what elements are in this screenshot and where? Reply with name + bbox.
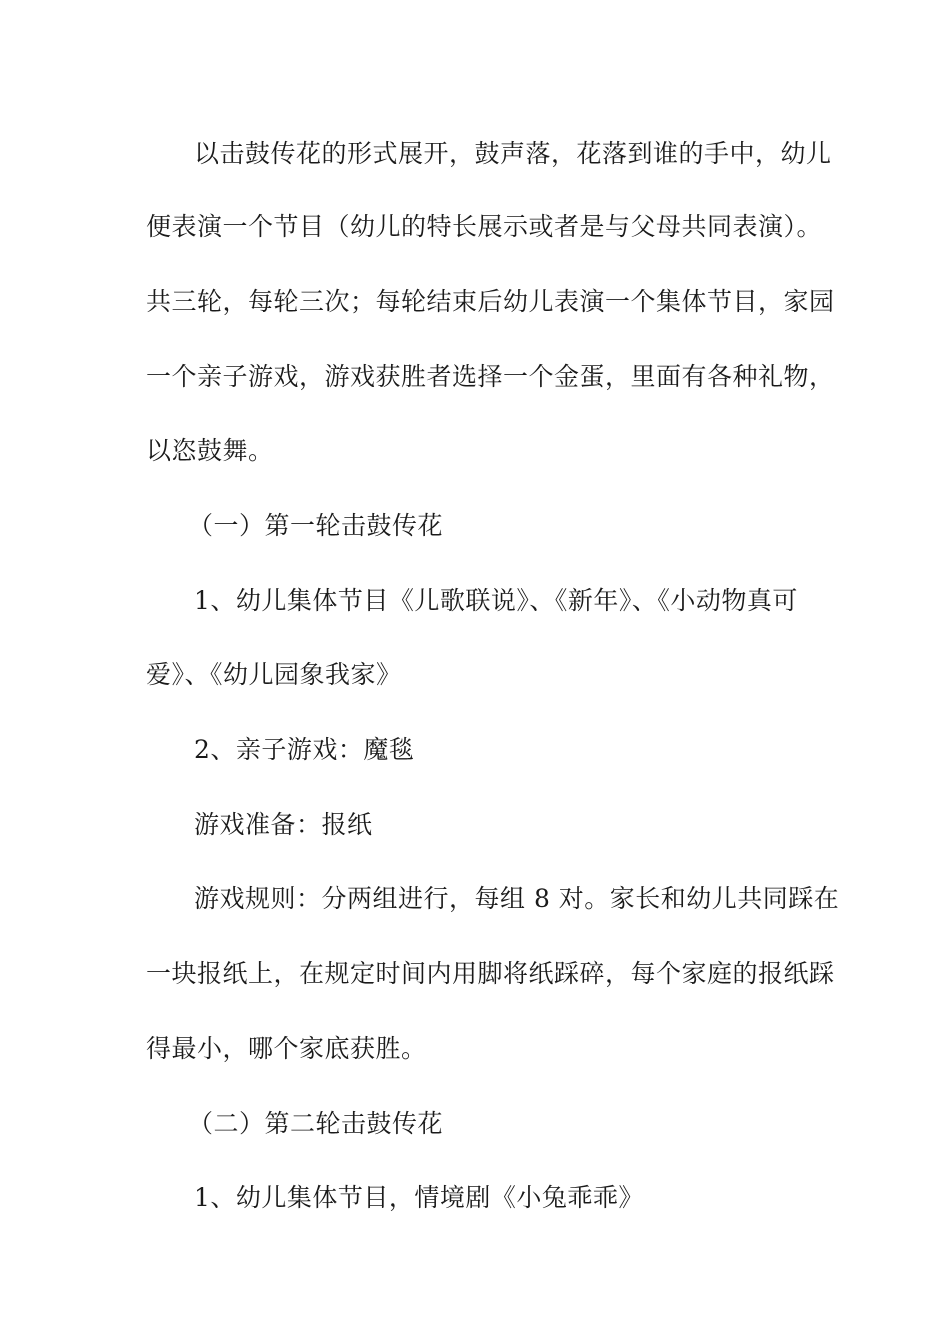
list-item: 1、幼儿集体节目《儿歌联说》、《新年》、《小动物真可 [194,586,798,615]
paragraph-line: 共三轮，每轮三次；每轮结束后幼儿表演一个集体节目，家园 [146,287,835,316]
paragraph-line: 一个亲子游戏，游戏获胜者选择一个金蛋，里面有各种礼物， [146,362,835,391]
game-preparation: 游戏准备：报纸 [194,810,373,839]
list-item: 1、幼儿集体节目，情境剧《小兔乖乖》 [194,1183,644,1212]
paragraph-line: 以恣鼓舞。 [146,436,274,465]
game-rules-line: 一块报纸上，在规定时间内用脚将纸踩碎，每个家庭的报纸踩 [146,959,835,988]
game-rules-line: 游戏规则：分两组进行，每组 8 对。家长和幼儿共同踩在 [194,884,840,913]
list-item: 2、亲子游戏：魔毯 [194,735,415,764]
game-rules-line: 得最小，哪个家底获胜。 [146,1034,427,1063]
section-heading: （一）第一轮击鼓传花 [188,511,444,540]
paragraph-line: 便表演一个节目（幼儿的特长展示或者是与父母共同表演）。 [146,212,823,241]
paragraph-line: 以击鼓传花的形式展开，鼓声落，花落到谁的手中，幼儿 [194,139,832,168]
list-item-continuation: 爱》、《幼儿园象我家》 [146,660,402,689]
section-heading: （二）第二轮击鼓传花 [188,1109,444,1138]
